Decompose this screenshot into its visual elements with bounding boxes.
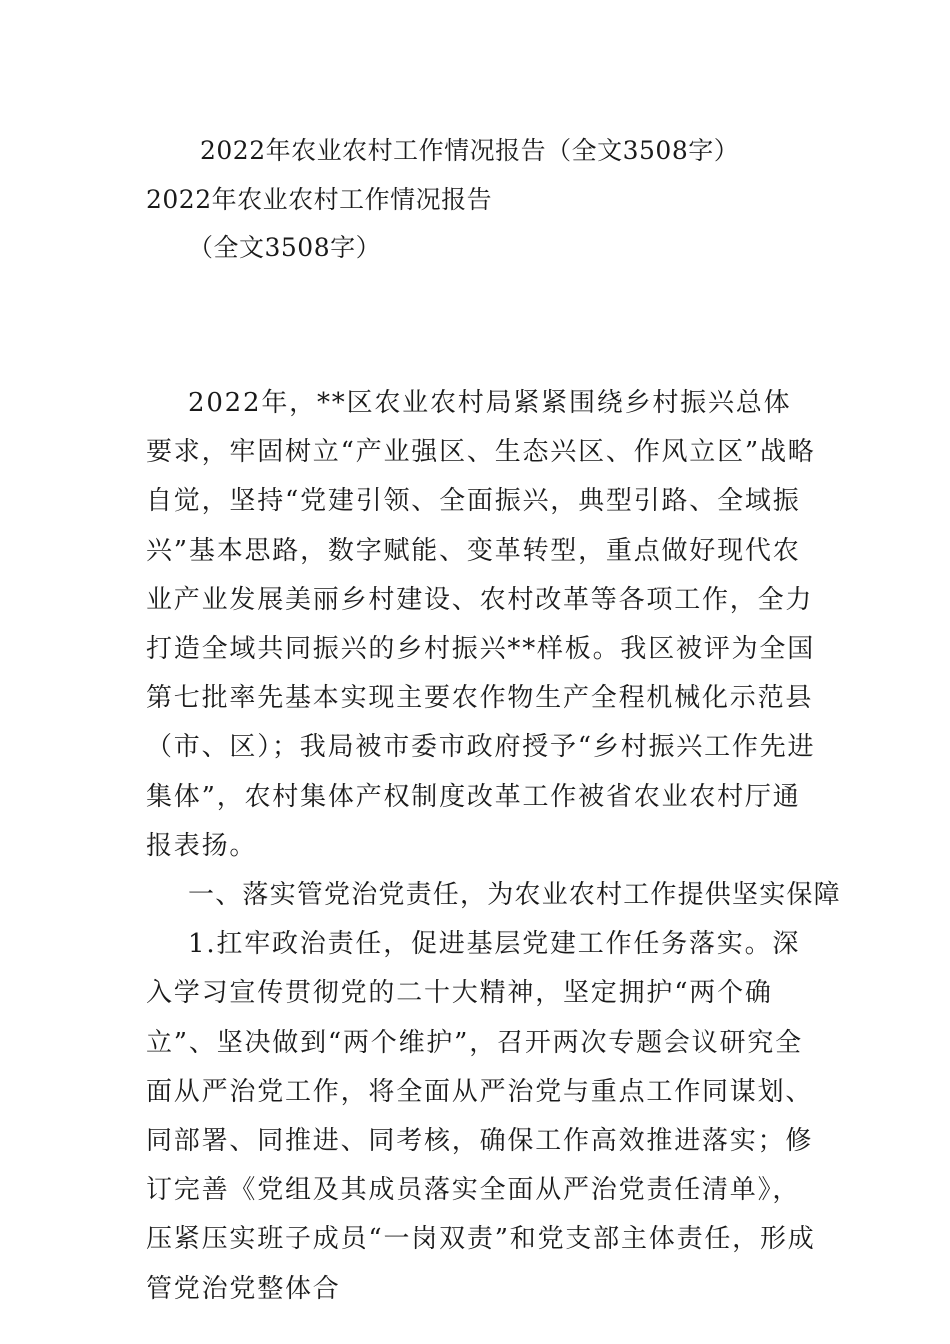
document-title: 2022年农业农村工作情况报告: [146, 185, 493, 214]
document-subtitle: （全文3508字）: [188, 233, 382, 262]
document-body: [146, 379, 841, 1314]
section-item-paragraph: 1.扛牢政治责任，促进基层党建工作任务落实。深入学习宣传贯彻党的二十大精神，坚定拥护“两个确立”、坚决做到“两个维护”，召开两次专题会议研究全面从严治党工作，将全面从严治党与重点工作同谋划、同部署、同推进、同考核，确保工作高效推进落实；修订完善《党组及其成员落实全面从严治党责任清单》，压紧压实班子成员“一岗双责”和党支部主体责任，形成管党治党整体合: [146, 929, 816, 1304]
intro-paragraph: 2022年，**区农业农村局紧紧围绕乡村振兴总体要求，牢固树立“产业强区、生态兴区、作风立区”战略自觉，坚持“党建引领、全面振兴，典型引路、全域振兴”基本思路，数字赋能、变革转型，重点做好现代农业产业发展美丽乡村建设、农村改革等各项工作，全力打造全域共同振兴的乡村振兴**样板。我区被评为全国第七批率先基本实现主要农作物生产全程机械化示范县（市、区）；我局被市委市政府授予“乡村振兴工作先进集体”，农村集体产权制度改革工作被省农业农村厅通报表扬。: [146, 388, 816, 861]
section-heading: 一、落实管党治党责任，为农业农村工作提供坚实保障: [188, 880, 841, 911]
document-title-full: 2022年农业农村工作情况报告（全文3508字）: [200, 136, 740, 165]
